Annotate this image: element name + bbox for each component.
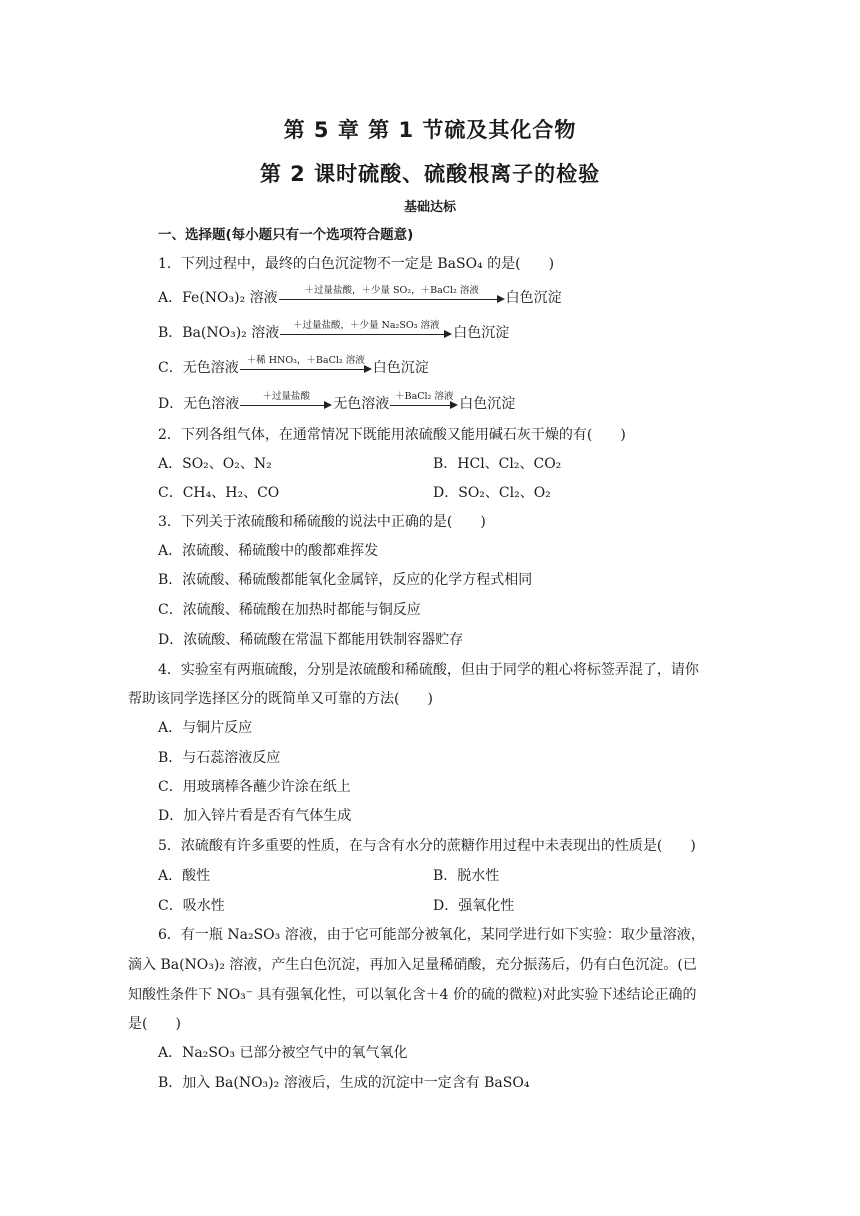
question-6-stem-line-4: 是( ) xyxy=(128,1016,181,1032)
question-1-option-c xyxy=(158,355,429,378)
question-5-option-d: D．强氧化性 xyxy=(433,898,515,914)
question-4-stem-line-1: 4．实验室有两瓶硫酸，分别是浓硫酸和稀硫酸，但由于同学的粗心将标签弄混了，请你 xyxy=(158,662,699,678)
chapter-title: 第 5 章 第 1 节硫及其化合物 xyxy=(283,118,577,142)
question-3-option-d: D．浓硫酸、稀硫酸在常温下都能用铁制容器贮存 xyxy=(158,632,464,648)
reaction-arrow-icon xyxy=(240,391,332,414)
question-5-option-b: B．脱水性 xyxy=(433,868,500,884)
question-5-stem: 5．浓硫酸有许多重要的性质，在与含有水分的蔗糖作用过程中未表现出的性质是( ) xyxy=(158,838,696,854)
reaction-arrow-icon xyxy=(279,285,505,308)
question-6-option-b: B．加入 Ba(NO₃)₂ 溶液后，生成的沉淀中一定含有 BaSO₄ xyxy=(158,1075,530,1091)
question-5-option-c: C．吸水性 xyxy=(158,898,225,914)
question-6-stem-line-3: 知酸性条件下 NO₃⁻ 具有强氧化性，可以氧化含＋4 价的硫的微粒)对此实验下述结论正确的 xyxy=(128,987,697,1003)
option-c-product: 白色沉淀 xyxy=(372,360,429,376)
arrow-condition: ＋过量盐酸 xyxy=(262,391,310,402)
reaction-arrow-icon xyxy=(280,320,452,343)
question-3-option-b: B．浓硫酸、稀硫酸都能氧化金属锌，反应的化学方程式相同 xyxy=(158,572,533,588)
arrow-condition: ＋过量盐酸，＋少量 SO₂，＋BaCl₂ 溶液 xyxy=(304,285,479,296)
question-4-option-d: D．加入锌片看是否有气体生成 xyxy=(158,808,352,824)
option-a-product: 白色沉淀 xyxy=(505,290,562,306)
option-d-reactant: D．无色溶液 xyxy=(158,396,240,412)
question-2-stem: 2．下列各组气体，在通常情况下既能用浓硫酸又能用碱石灰干燥的有( ) xyxy=(158,427,626,443)
question-6-stem-line-1: 6．有一瓶 Na₂SO₃ 溶液，由于它可能部分被氧化，某同学进行如下实验：取少量溶液， xyxy=(158,927,705,943)
question-2-option-a: A．SO₂、O₂、N₂ xyxy=(158,456,272,472)
question-1-option-b xyxy=(158,320,510,343)
question-2-option-d: D．SO₂、Cl₂、O₂ xyxy=(433,485,551,501)
option-c-reactant: C．无色溶液 xyxy=(158,360,239,376)
question-1-stem: 1．下列过程中，最终的白色沉淀物不一定是 BaSO₄ 的是( ) xyxy=(158,256,555,272)
level-heading: 基础达标 xyxy=(403,200,456,215)
reaction-arrow-icon xyxy=(240,355,372,378)
arrow-condition: ＋BaCl₂ 溶液 xyxy=(395,391,454,402)
question-6-stem-line-2: 滴入 Ba(NO₃)₂ 溶液，产生白色沉淀，再加入足量稀硝酸，充分振荡后，仍有白色沉淀。(已 xyxy=(128,957,697,973)
question-6-option-a: A．Na₂SO₃ 已部分被空气中的氧气氧化 xyxy=(158,1045,408,1061)
question-3-option-c: C．浓硫酸、稀硫酸在加热时都能与铜反应 xyxy=(158,602,421,618)
arrow-condition: ＋稀 HNO₃，＋BaCl₂ 溶液 xyxy=(246,355,365,366)
question-5-option-a: A．酸性 xyxy=(158,868,211,884)
question-4-stem-line-2: 帮助该同学选择区分的既简单又可靠的方法( ) xyxy=(128,691,433,707)
question-3-option-a: A．浓硫酸、稀硫酸中的酸都难挥发 xyxy=(158,543,379,559)
lesson-title: 第 2 课时硫酸、硫酸根离子的检验 xyxy=(259,162,601,186)
question-2-option-b: B．HCl、Cl₂、CO₂ xyxy=(433,456,562,472)
option-d-product: 白色沉淀 xyxy=(459,396,516,412)
question-4-option-c: C．用玻璃棒各蘸少许涂在纸上 xyxy=(158,779,351,795)
question-1-option-d xyxy=(158,391,516,414)
question-4-option-a: A．与铜片反应 xyxy=(158,720,253,736)
reaction-arrow-icon xyxy=(390,391,458,414)
question-2-option-c: C．CH₄、H₂、CO xyxy=(158,485,280,501)
question-1-option-a xyxy=(158,285,562,308)
option-b-reactant: B．Ba(NO₃)₂ 溶液 xyxy=(158,325,280,341)
question-3-stem: 3．下列关于浓硫酸和稀硫酸的说法中正确的是( ) xyxy=(158,514,486,530)
question-4-option-b: B．与石蕊溶液反应 xyxy=(158,750,281,766)
option-d-intermediate: 无色溶液 xyxy=(333,396,390,412)
section-heading: 一、选择题(每小题只有一个选项符合题意) xyxy=(158,227,414,243)
arrow-condition: ＋过量盐酸，＋少量 Na₂SO₃ 溶液 xyxy=(293,320,440,331)
option-a-reactant: A．Fe(NO₃)₂ 溶液 xyxy=(158,290,278,306)
option-b-product: 白色沉淀 xyxy=(453,325,510,341)
